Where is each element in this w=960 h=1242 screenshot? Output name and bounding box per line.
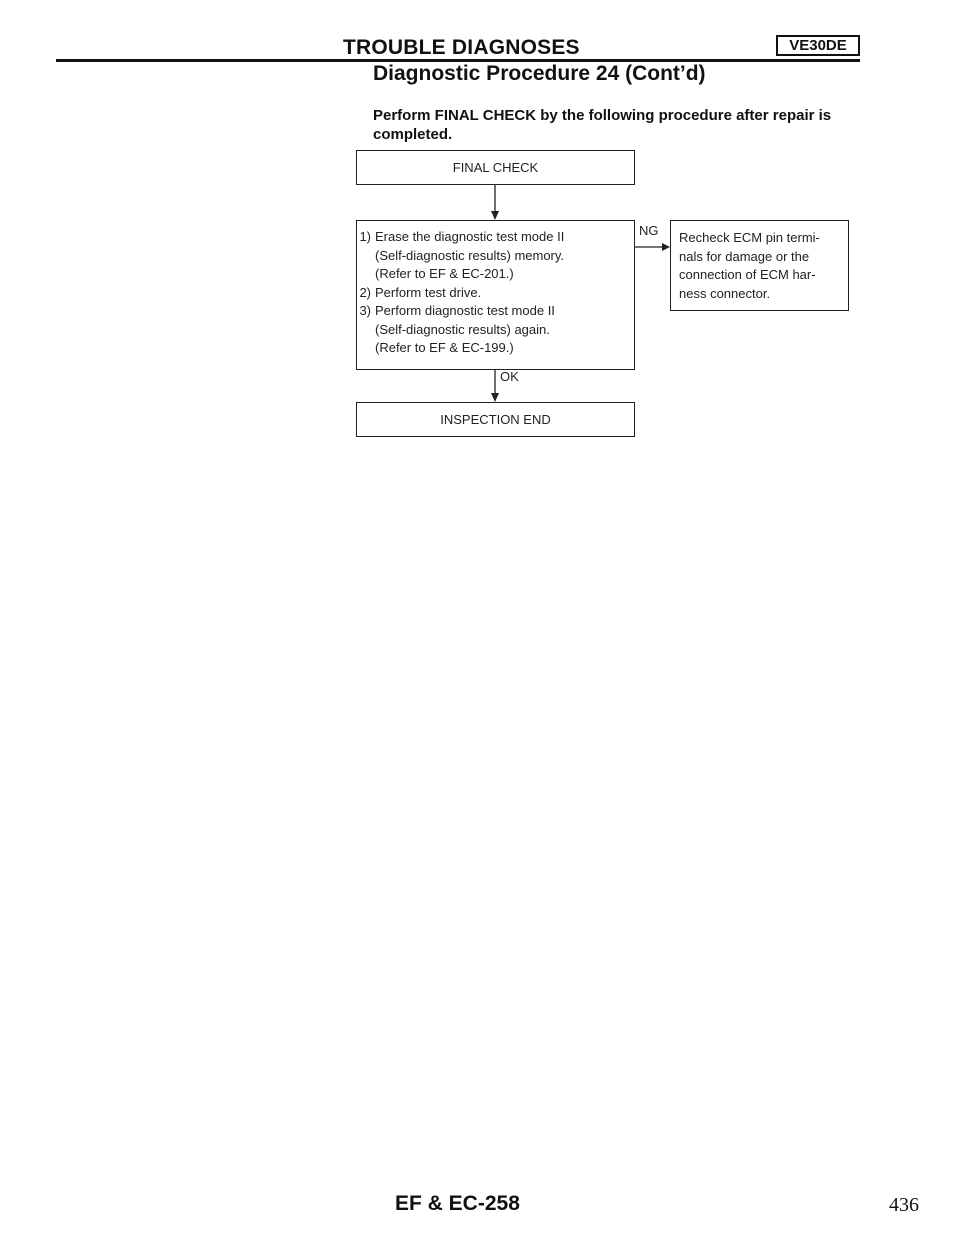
list-item: (Refer to EF & EC-199.) <box>375 340 514 355</box>
list-item: 2) Perform test drive. <box>359 284 482 300</box>
engine-badge: VE30DE <box>776 35 860 56</box>
arrow-head <box>491 211 499 220</box>
recheck-text: Recheck ECM pin termi- nals for damage or the connection of ECM har- ness connector. <box>679 230 820 301</box>
ok-label: OK <box>500 369 519 384</box>
final-check-box <box>356 150 635 185</box>
arrow-head <box>491 393 499 402</box>
recheck-box <box>670 220 849 311</box>
list-item: 3) Perform diagnostic test mode II <box>359 303 555 318</box>
page-code: EF & EC-258 <box>395 1192 520 1215</box>
list-item: (Self-diagnostic results) again. <box>375 321 550 337</box>
final-check-label: FINAL CHECK <box>452 160 539 175</box>
section-title: TROUBLE DIAGNOSES <box>343 36 580 59</box>
list-item: 1) Erase the diagnostic test mode II <box>359 229 565 244</box>
inspection-end-label: INSPECTION END <box>440 412 551 427</box>
inspection-end-box <box>356 402 635 437</box>
steps-list <box>357 221 634 358</box>
list-item: (Refer to EF & EC-201.) <box>375 266 514 281</box>
page-subtitle: Diagnostic Procedure 24 (Cont’d) <box>373 62 706 85</box>
arrow-head <box>662 243 670 251</box>
page-number: 436 <box>889 1194 919 1216</box>
procedure-steps-box <box>356 220 635 370</box>
ng-label: NG <box>639 223 659 238</box>
list-item: (Self-diagnostic results) memory. <box>375 247 565 263</box>
instruction-text: Perform FINAL CHECK by the following procedure after repair is completed. <box>373 107 832 143</box>
